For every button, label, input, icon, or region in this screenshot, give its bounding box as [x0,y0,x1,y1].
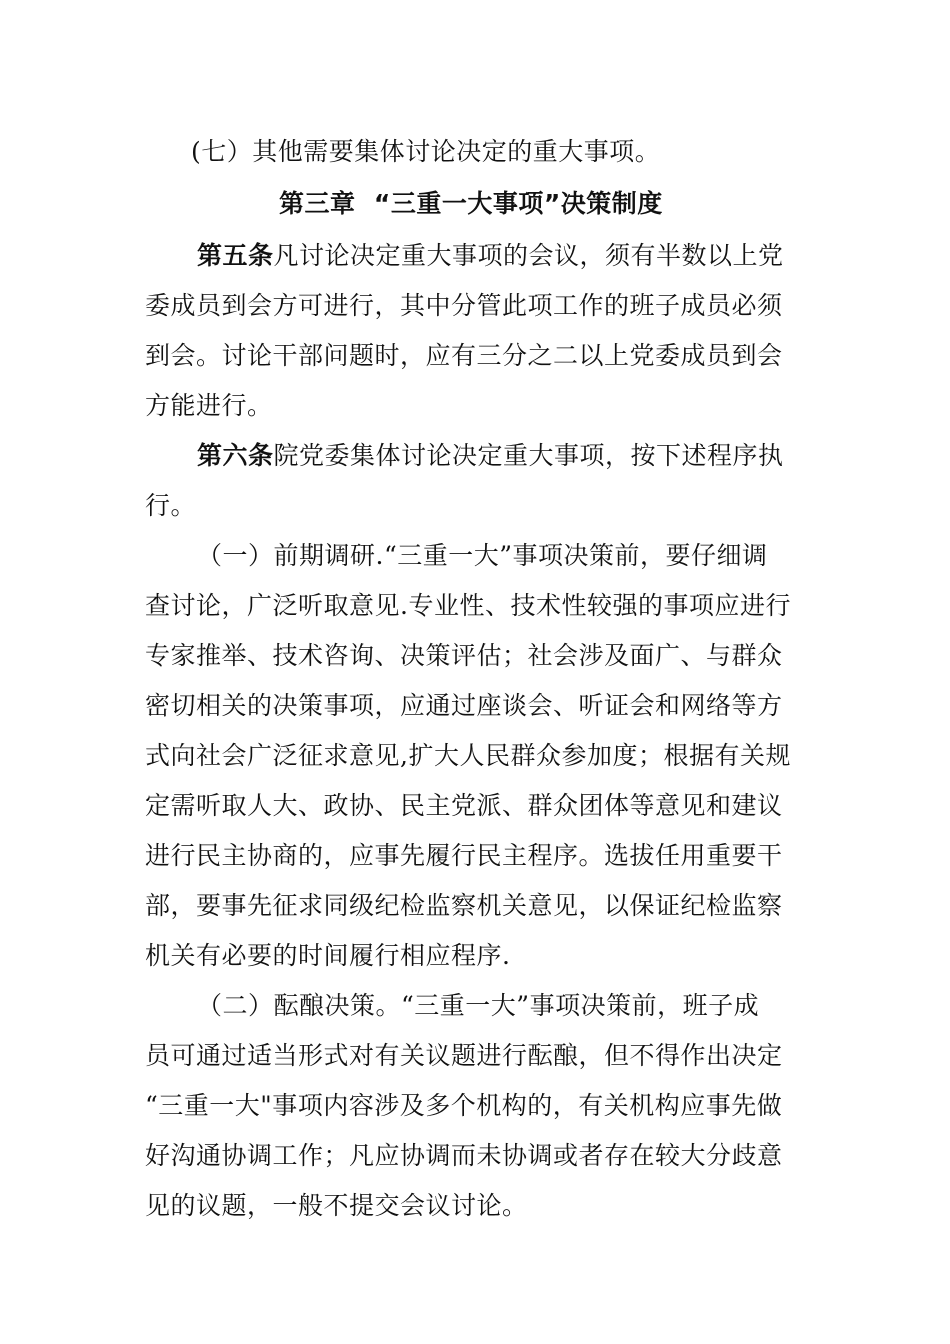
step-1-line-2: 查讨论，广泛听取意见.专业性、技术性较强的事项应进行 [145,591,791,620]
step-1-line-5: 式向社会广泛征求意见,扩大人民群众参加度；根据有关规 [145,741,791,770]
step-2-line-5: 见的议题，一般不提交会议讨论。 [145,1191,528,1220]
article-5-line-1 [197,236,784,272]
article-5-text-1: 凡讨论决定重大事项的会议，须有半数以上党 [273,241,784,270]
chapter-title: 第三章 “三重一大事项”决策制度 [279,189,663,218]
article-5-line-3: 到会。讨论干部问题时，应有三分之二以上党委成员到会 [145,341,783,370]
article-5-line-2: 委成员到会方可进行，其中分管此项工作的班子成员必须 [145,291,783,320]
step-1-line-3: 专家推举、技术咨询、决策评估；社会涉及面广、与群众 [145,641,783,670]
article-5-label: 第五条 [197,241,274,270]
step-1-line-4: 密切相关的决策事项，应通过座谈会、听证会和网络等方 [145,691,783,720]
step-1-line-1: （一）前期调研.“三重一大”事项决策前，要仔细调 [197,541,768,570]
step-2-line-1: （二）酝酿决策。“三重一大”事项决策前，班子成 [197,991,760,1020]
item-7-line: (七）其他需要集体讨论决定的重大事项。 [191,137,661,166]
article-6-label: 第六条 [197,441,274,470]
step-2-line-3: “三重一大"事项内容涉及多个机构的，有关机构应事先做 [145,1091,783,1120]
article-6-line-2: 行。 [145,491,197,520]
step-2-line-2: 员可通过适当形式对有关议题进行酝酿，但不得作出决定 [145,1041,783,1070]
step-1-line-7: 进行民主协商的，应事先履行民主程序。选拔任用重要干 [145,841,783,870]
step-2-line-4: 好沟通协调工作；凡应协调而未协调或者存在较大分歧意 [145,1141,783,1170]
article-5-line-4: 方能进行。 [145,391,273,420]
step-1-line-6: 定需听取人大、政协、民主党派、群众团体等意见和建议 [145,791,783,820]
article-6-line-1 [197,436,784,472]
step-1-line-8: 部，要事先征求同级纪检监察机关意见，以保证纪检监察 [145,891,783,920]
article-6-text-1: 院党委集体讨论决定重大事项，按下述程序执 [273,441,784,470]
step-1-line-9: 机关有必要的时间履行相应程序. [145,941,511,970]
